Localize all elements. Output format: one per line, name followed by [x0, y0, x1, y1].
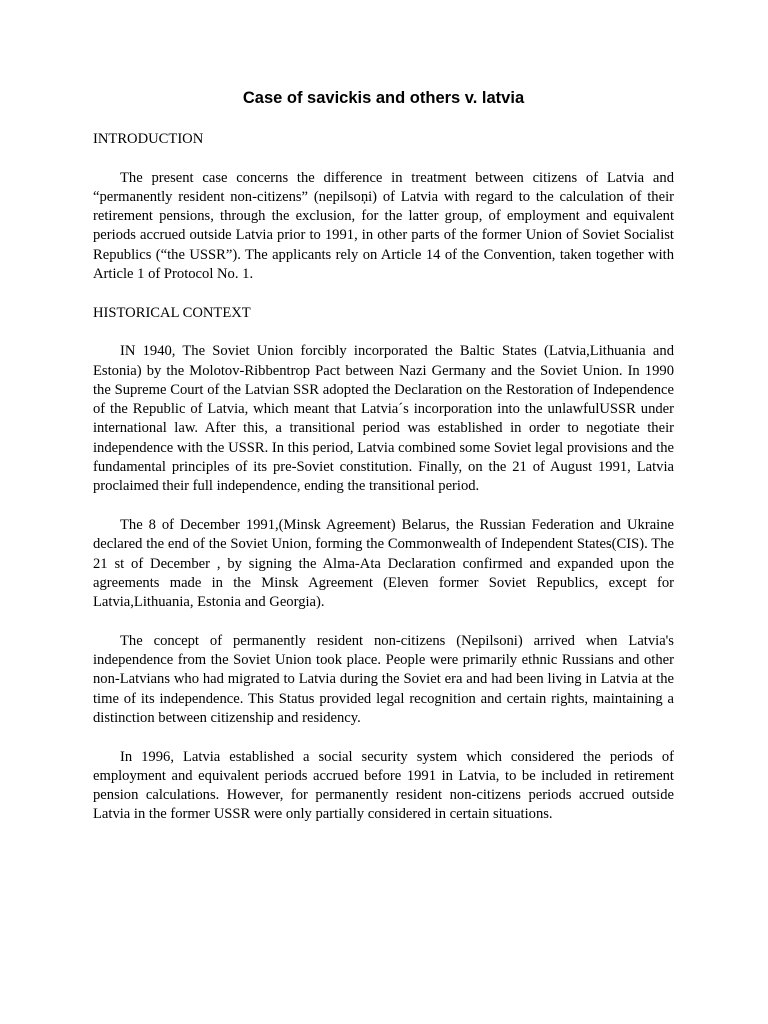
document-page: [93, 84, 674, 844]
paragraph-historical-context-2: The 8 of December 1991,(Minsk Agreement) Belarus, the Russian Federation and Ukraine declared the end of the Soviet Union, forming the Commonwealth of Independent States(CIS). The 21 st of December , by signing the Alma-Ata Declaration confirmed and expanded upon the agreements made in the Minsk Agreement (Eleven former Soviet Republics, except for Latvia,Lithuania, Estonia and Georgia).: [93, 516, 674, 611]
section-historical-context: [93, 304, 674, 825]
paragraph-introduction-1: The present case concerns the difference in treatment between citizens of Latvia and “permanently resident non-citizens” (nepilsoņi) of Latvia with regard to the calculation of their retirement pensions, through the exclusion, for the latter group, of employment and equivalent periods accrued outside Latvia prior to 1991, in other parts of the former Union of Soviet Socialist Republics (“the USSR”). The applicants rely on Article 14 of the Convention, taken together with Article 1 of Protocol No. 1.: [93, 169, 674, 283]
paragraph-historical-context-1: IN 1940, The Soviet Union forcibly incorporated the Baltic States (Latvia,Lithuania and Estonia) by the Molotov-Ribbentrop Pact between Nazi Germany and the Soviet Union. In 1990 the Supreme Court of the Latvian SSR adopted the Declaration on the Restoration of Independence of the Republic of Latvia, which meant that Latvia´s incorporation into the unlawfulUSSR under international law. After this, a transitional period was established in order to negotiate their independence with the USSR. In this period, Latvia combined some Soviet legal provisions and the fundamental principles of its pre-Soviet constitution. Finally, on the 21 of August 1991, Latvia proclaimed their full independence, ending the transitional period.: [93, 343, 674, 495]
section-heading-historical-context: HISTORICAL CONTEXT: [93, 304, 251, 321]
paragraph-historical-context-4: In 1996, Latvia established a social security system which considered the periods of employment and equivalent periods accrued before 1991 in Latvia, to be included in retirement pension calculations. However, for permanently resident non-citizens periods accrued outside Latvia in the former USSR were only partially considered in certain situations.: [93, 748, 674, 823]
section-heading-introduction: INTRODUCTION: [93, 131, 204, 147]
paragraph-historical-context-3: The concept of permanently resident non-citizens (Nepilsoni) arrived when Latvia's independence from the Soviet Union took place. People were primarily ethnic Russians and other non-Latvians who had migrated to Latvia during the Soviet era and had been living in Latvia at the time of its independence. This Status provided legal recognition and certain rights, maintaining a distinction between citizenship and residency.: [93, 632, 674, 726]
section-introduction: [93, 130, 674, 284]
document-title: Case of savickis and others v. latvia: [242, 89, 525, 107]
